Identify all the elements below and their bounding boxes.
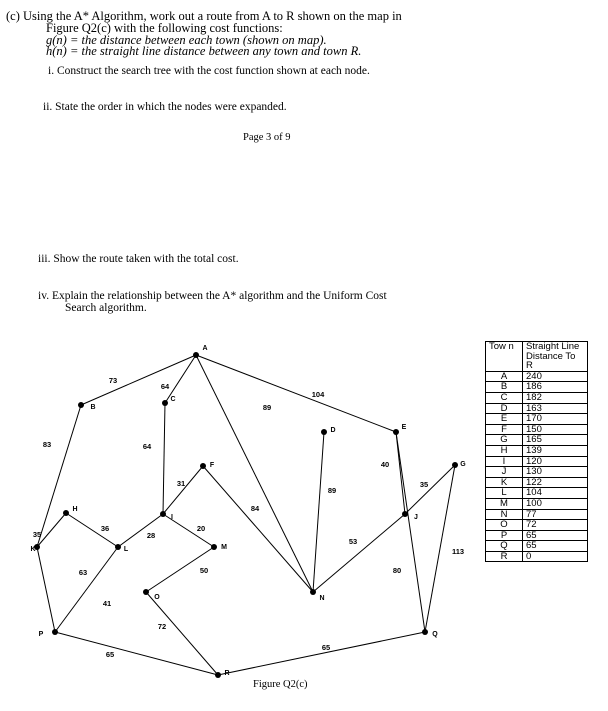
- table-row: [486, 530, 588, 541]
- edge-f-n: [203, 466, 313, 592]
- distance-cell: 100: [523, 498, 588, 509]
- edge-cost-p-r: 65: [105, 650, 115, 659]
- node-a: [193, 352, 199, 358]
- edge-l-p: [55, 547, 118, 632]
- table-row: [486, 414, 588, 425]
- node-label-d: D: [330, 427, 336, 434]
- edge-h-k: [37, 513, 66, 547]
- edge-cost-a-e: 104: [311, 390, 325, 399]
- node-m: [211, 544, 217, 550]
- table-row: [486, 424, 588, 435]
- town-cell: I: [486, 456, 523, 467]
- edge-p-r: [55, 632, 218, 675]
- edge-e-q: [396, 432, 425, 632]
- town-cell: H: [486, 445, 523, 456]
- edge-q-r: [218, 632, 425, 675]
- h-function-definition: h(n) = the straight line distance between any town and town R.: [46, 44, 362, 58]
- edge-a-n: [196, 355, 313, 592]
- table-header-row: [486, 342, 588, 372]
- edge-cost-f-n: 84: [250, 504, 260, 513]
- edge-cost-h-l: 36: [100, 524, 110, 533]
- town-cell: C: [486, 392, 523, 403]
- town-cell: O: [486, 520, 523, 531]
- table-row: [486, 541, 588, 552]
- node-n: [310, 589, 316, 595]
- town-cell: M: [486, 498, 523, 509]
- edge-cost-g-j: 35: [419, 480, 429, 489]
- edge-c-i: [163, 403, 165, 514]
- edge-cost-m-o: 50: [199, 566, 209, 575]
- table-row: [486, 456, 588, 467]
- question-intro-line1: (c) Using the A* Algorithm, work out a route from A to R shown on the map in: [6, 9, 402, 23]
- edge-j-n: [313, 514, 405, 592]
- table-row: [486, 488, 588, 499]
- town-cell: A: [486, 371, 523, 382]
- node-label-l: L: [123, 546, 129, 553]
- part-i: i. Construct the search tree with the cost function shown at each node.: [48, 65, 370, 77]
- node-i: [160, 511, 166, 517]
- node-l: [115, 544, 121, 550]
- node-label-n: N: [319, 595, 325, 602]
- node-p: [52, 629, 58, 635]
- distance-cell: 120: [523, 456, 588, 467]
- town-cell: P: [486, 530, 523, 541]
- node-label-j: J: [414, 514, 418, 521]
- node-label-i: I: [171, 514, 173, 521]
- distance-cell: 163: [523, 403, 588, 414]
- part-ii: ii. State the order in which the nodes were expanded.: [43, 101, 287, 113]
- town-cell: G: [486, 435, 523, 446]
- edge-cost-b-k: 83: [42, 440, 52, 449]
- town-cell: Q: [486, 541, 523, 552]
- table-row: [486, 520, 588, 531]
- distance-cell: 170: [523, 414, 588, 425]
- node-label-g: G: [460, 461, 466, 468]
- node-label-o: O: [154, 594, 160, 601]
- town-cell: L: [486, 488, 523, 499]
- node-b: [78, 402, 84, 408]
- edge-f-i: [163, 466, 203, 514]
- town-cell: J: [486, 467, 523, 478]
- edge-cost-i-l: 28: [146, 531, 156, 540]
- header-distance: Straight Line Distance To R: [523, 342, 588, 372]
- town-cell: R: [486, 551, 523, 562]
- distance-cell: 186: [523, 382, 588, 393]
- edge-cost-o-r: 72: [157, 622, 167, 631]
- table-row: [486, 371, 588, 382]
- table-row: [486, 498, 588, 509]
- node-label-r: R: [224, 670, 230, 677]
- node-label-h: H: [72, 506, 78, 513]
- node-label-p: P: [38, 631, 44, 638]
- town-cell: N: [486, 509, 523, 520]
- edge-d-n: [313, 432, 324, 592]
- g-function-definition: g(n) = the distance between each town (shown on map).: [46, 33, 327, 47]
- table-row: [486, 509, 588, 520]
- table-row: [486, 382, 588, 393]
- edge-i-l: [118, 514, 163, 547]
- node-e: [393, 429, 399, 435]
- table-row: [486, 477, 588, 488]
- edge-cost-a-n: 89: [262, 403, 272, 412]
- node-label-a: A: [202, 345, 208, 352]
- edge-cost-a-c: 64: [160, 382, 170, 391]
- node-label-e: E: [401, 424, 407, 431]
- question-intro-line2: Figure Q2(c) with the following cost functions:: [46, 21, 283, 35]
- edge-k-p: [37, 547, 55, 632]
- distance-cell: 65: [523, 541, 588, 552]
- edge-cost-f-i: 31: [176, 479, 186, 488]
- part-iii: iii. Show the route taken with the total cost.: [38, 253, 239, 265]
- node-j: [402, 511, 408, 517]
- edge-cost-k-p: 63: [78, 568, 88, 577]
- table-row: [486, 467, 588, 478]
- node-label-m: M: [221, 544, 227, 551]
- distance-cell: 139: [523, 445, 588, 456]
- edge-cost-h-k: 35: [32, 530, 42, 539]
- node-f: [200, 463, 206, 469]
- edge-h-l: [66, 513, 118, 547]
- edge-cost-j-n: 53: [348, 537, 358, 546]
- table-row: [486, 435, 588, 446]
- edge-cost-c-i: 64: [142, 442, 152, 451]
- node-q: [422, 629, 428, 635]
- table-row: [486, 445, 588, 456]
- edge-b-k: [37, 405, 81, 547]
- town-cell: E: [486, 414, 523, 425]
- edge-cost-i-m: 20: [196, 524, 206, 533]
- part-iv-line2: Search algorithm.: [65, 302, 147, 314]
- edge-cost-e-j: 40: [380, 460, 390, 469]
- edge-cost-a-b: 73: [108, 376, 118, 385]
- distance-cell: 72: [523, 520, 588, 531]
- edge-cost-d-n: 89: [327, 486, 337, 495]
- node-g: [452, 462, 458, 468]
- node-label-f: F: [209, 462, 215, 469]
- edge-cost-q-r: 65: [321, 643, 331, 652]
- node-d: [321, 429, 327, 435]
- town-cell: F: [486, 424, 523, 435]
- part-iv-line1: iv. Explain the relationship between the A* algorithm and the Uniform Cost: [38, 290, 387, 302]
- node-label-q: Q: [432, 631, 438, 638]
- distance-cell: 104: [523, 488, 588, 499]
- town-cell: B: [486, 382, 523, 393]
- table-row: [486, 551, 588, 562]
- distance-cell: 77: [523, 509, 588, 520]
- distance-cell: 165: [523, 435, 588, 446]
- node-h: [63, 510, 69, 516]
- node-r: [215, 672, 221, 678]
- distance-cell: 182: [523, 392, 588, 403]
- distance-cell: 0: [523, 551, 588, 562]
- edge-o-r: [146, 592, 218, 675]
- town-cell: K: [486, 477, 523, 488]
- distance-cell: 150: [523, 424, 588, 435]
- distance-cell: 130: [523, 467, 588, 478]
- node-label-c: C: [170, 396, 176, 403]
- node-label-b: B: [90, 404, 96, 411]
- table-row: [486, 392, 588, 403]
- edge-e-j: [396, 432, 405, 514]
- distance-cell: 240: [523, 371, 588, 382]
- table-row: [486, 403, 588, 414]
- town-cell: D: [486, 403, 523, 414]
- node-c: [162, 400, 168, 406]
- node-o: [143, 589, 149, 595]
- distance-cell: 122: [523, 477, 588, 488]
- edge-cost-l-p: 41: [102, 599, 112, 608]
- edge-cost-e-q: 80: [392, 566, 402, 575]
- edge-a-b: [81, 355, 196, 405]
- page-number: Page 3 of 9: [243, 132, 291, 143]
- distance-cell: 65: [523, 530, 588, 541]
- node-label-k: K: [30, 546, 36, 553]
- edge-cost-g-q: 113: [451, 547, 465, 556]
- header-town: Tow n: [486, 342, 523, 372]
- edge-a-e: [196, 355, 396, 432]
- straight-line-distance-table: [485, 341, 588, 562]
- figure-caption: Figure Q2(c): [253, 679, 308, 690]
